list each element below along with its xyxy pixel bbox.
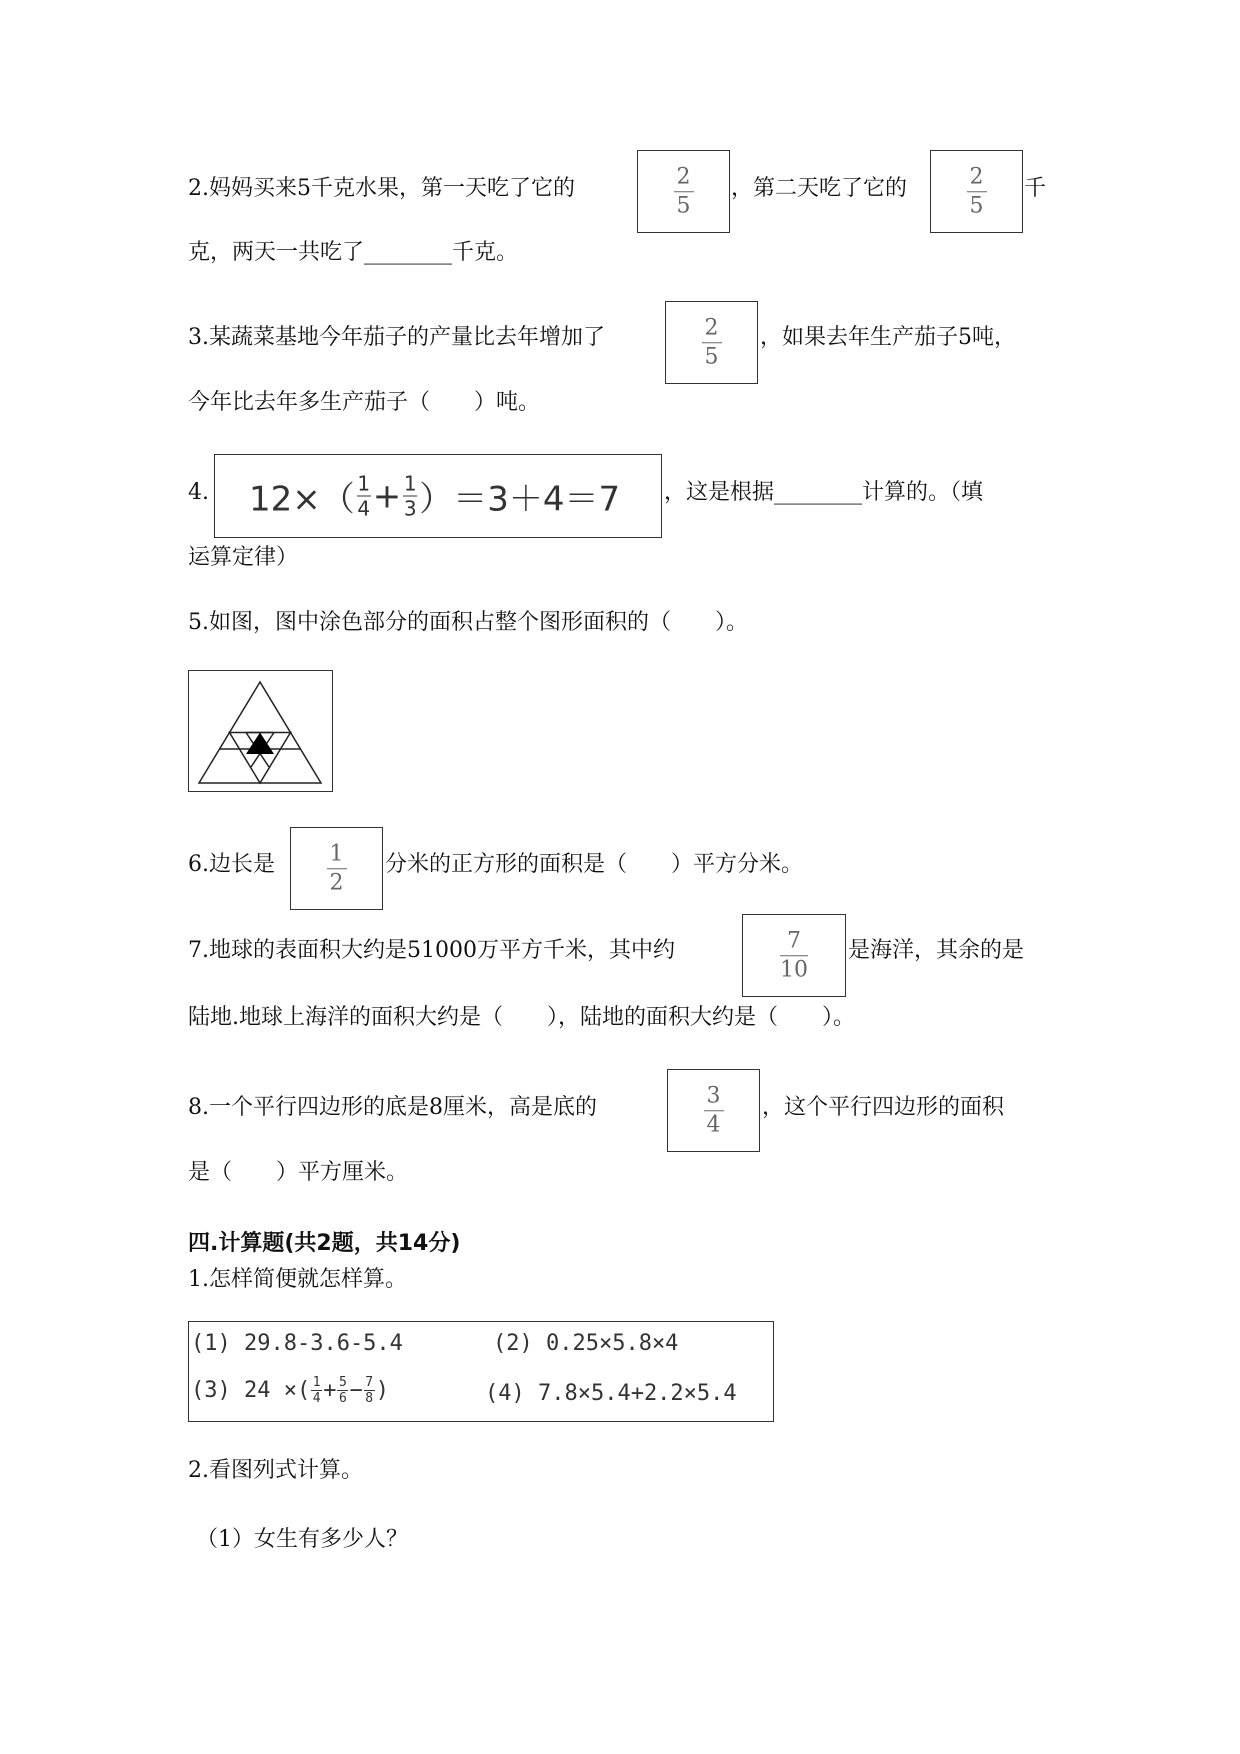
q4-expression [249, 472, 620, 521]
q4-expr-prefix: 12×（ [249, 479, 355, 520]
q2-fraction-2 [967, 163, 987, 219]
q7-fraction [780, 927, 808, 983]
q3-frac-denominator: 5 [704, 344, 719, 370]
calc-item-3-prefix: (3) 24 ×( [191, 1378, 311, 1403]
q4-number: 4. [188, 480, 209, 505]
q4-f1-denominator: 4 [357, 496, 371, 521]
q2-text-part2: ，第二天吃了它的 [731, 176, 908, 201]
q5-text: 5.如图，图中涂色部分的面积占整个图形面积的（ ）。 [188, 610, 748, 635]
q2-frac1-numerator: 2 [676, 163, 691, 189]
q3-line2: 今年比去年多生产茄子（ ）吨。 [188, 390, 541, 415]
q6-frac-denominator: 2 [329, 870, 344, 896]
fraction-denominator: 4 [312, 1391, 321, 1406]
calculation-table [188, 1321, 774, 1422]
fraction-bar [702, 342, 722, 344]
calc-item-3-op2: − [349, 1378, 363, 1403]
q6-frac-numerator: 1 [329, 840, 344, 866]
q3-line1-end: ，如果去年生产茄子5吨， [760, 325, 1016, 350]
q4-fraction-2 [403, 473, 417, 519]
fraction-denominator: 8 [365, 1391, 374, 1406]
q8-frac-denominator: 4 [706, 1112, 721, 1138]
q7-line1: 7.地球的表面积大约是51000万平方千米，其中约 [188, 938, 675, 963]
fraction-denominator: 6 [339, 1391, 347, 1406]
q8-line2: 是（ ）平方厘米。 [188, 1160, 409, 1185]
q2-fraction-box-1 [637, 150, 730, 233]
q8-line1-end: ，这个平行四边形的面积 [762, 1095, 1005, 1120]
calc-item-4: (4) 7.8×5.4+2.2×5.4 [485, 1381, 737, 1406]
q8-fraction-box [667, 1069, 760, 1152]
fraction-bar [967, 191, 987, 193]
q5-figure [188, 670, 333, 792]
q4-line1-end: ，这是根据________计算的。（填 [664, 480, 984, 505]
q8-fraction [704, 1082, 724, 1138]
q4-fraction-1 [357, 473, 371, 519]
q2-frac2-numerator: 2 [969, 163, 984, 189]
q7-fraction-box [742, 914, 846, 997]
calc-item-3 [191, 1376, 389, 1405]
q3-line1 [188, 322, 605, 354]
q7-frac-denominator: 10 [780, 957, 808, 983]
q7-line2: 陆地.地球上海洋的面积大约是（ ），陆地的面积大约是（ ）。 [188, 1005, 855, 1030]
q6-line1-end: 分米的正方形的面积是（ ）平方分米。 [385, 852, 804, 877]
shaded-triangle [246, 733, 274, 755]
calc-item-3-op1: + [323, 1378, 337, 1403]
fraction-numerator: 1 [312, 1375, 321, 1390]
q2-text-part3: 千 [1024, 176, 1047, 201]
calc-item-3-fraction-3 [364, 1376, 375, 1405]
q6-line1: 6.边长是 [188, 852, 275, 877]
q4-f2-numerator: 1 [403, 471, 417, 496]
q2-line2: 克，两天一共吃了________千克。 [188, 240, 519, 265]
fraction-bar [327, 868, 347, 870]
section-heading: 四.计算题(共2题，共14分) [188, 1231, 461, 1256]
q6-fraction [327, 840, 347, 896]
q2-text-part1: 2.妈妈买来5千克水果，第一天吃了它的 [188, 176, 575, 201]
fraction-numerator: 5 [339, 1375, 347, 1390]
q2-frac1-denominator: 5 [676, 193, 691, 219]
q4-line2: 运算定律） [188, 545, 299, 570]
q2-line1-mid [731, 173, 907, 205]
q8-line1: 8.一个平行四边形的底是8厘米，高是底的 [188, 1095, 597, 1120]
section4-q2-subquestion: （1）女生有多少人？ [196, 1527, 408, 1552]
q2-line1 [188, 173, 575, 205]
q3-fraction [702, 314, 722, 370]
calc-item-3-fraction-1 [311, 1376, 322, 1405]
q7-frac-numerator: 7 [787, 927, 801, 953]
q2-line1-end [1024, 173, 1046, 205]
q4-expr-suffix: ）＝3＋4＝7 [419, 479, 621, 520]
calc-item-1: (1) 29.8-3.6-5.4 [191, 1331, 403, 1356]
calc-item-3-suffix: ) [375, 1378, 389, 1403]
q4-f2-denominator: 3 [403, 496, 417, 521]
q4-f1-numerator: 1 [357, 471, 371, 496]
fraction-bar [780, 955, 808, 957]
q2-frac2-denominator: 5 [969, 193, 984, 219]
q4-plus: + [372, 476, 402, 516]
q4-expression-box [214, 454, 662, 538]
calc-item-2: (2) 0.25×5.8×4 [493, 1331, 679, 1356]
q2-fraction-1 [674, 163, 694, 219]
fraction-bar [704, 1110, 724, 1112]
fraction-bar [674, 191, 694, 193]
calc-item-3-fraction-2 [337, 1376, 348, 1405]
fraction-numerator: 7 [365, 1375, 374, 1390]
section4-q2: 2.看图列式计算。 [188, 1458, 363, 1483]
section4-q1: 1.怎样简便就怎样算。 [188, 1267, 407, 1292]
triangle-figure [189, 671, 331, 790]
q3-frac-numerator: 2 [704, 314, 719, 340]
q8-frac-numerator: 3 [706, 1082, 721, 1108]
q6-fraction-box [290, 827, 383, 910]
q3-text-part1: 3.某蔬菜基地今年茄子的产量比去年增加了 [188, 325, 605, 350]
q3-fraction-box [665, 301, 758, 384]
q7-line1-end: 是海洋，其余的是 [848, 938, 1025, 963]
q2-fraction-box-2 [930, 150, 1023, 233]
